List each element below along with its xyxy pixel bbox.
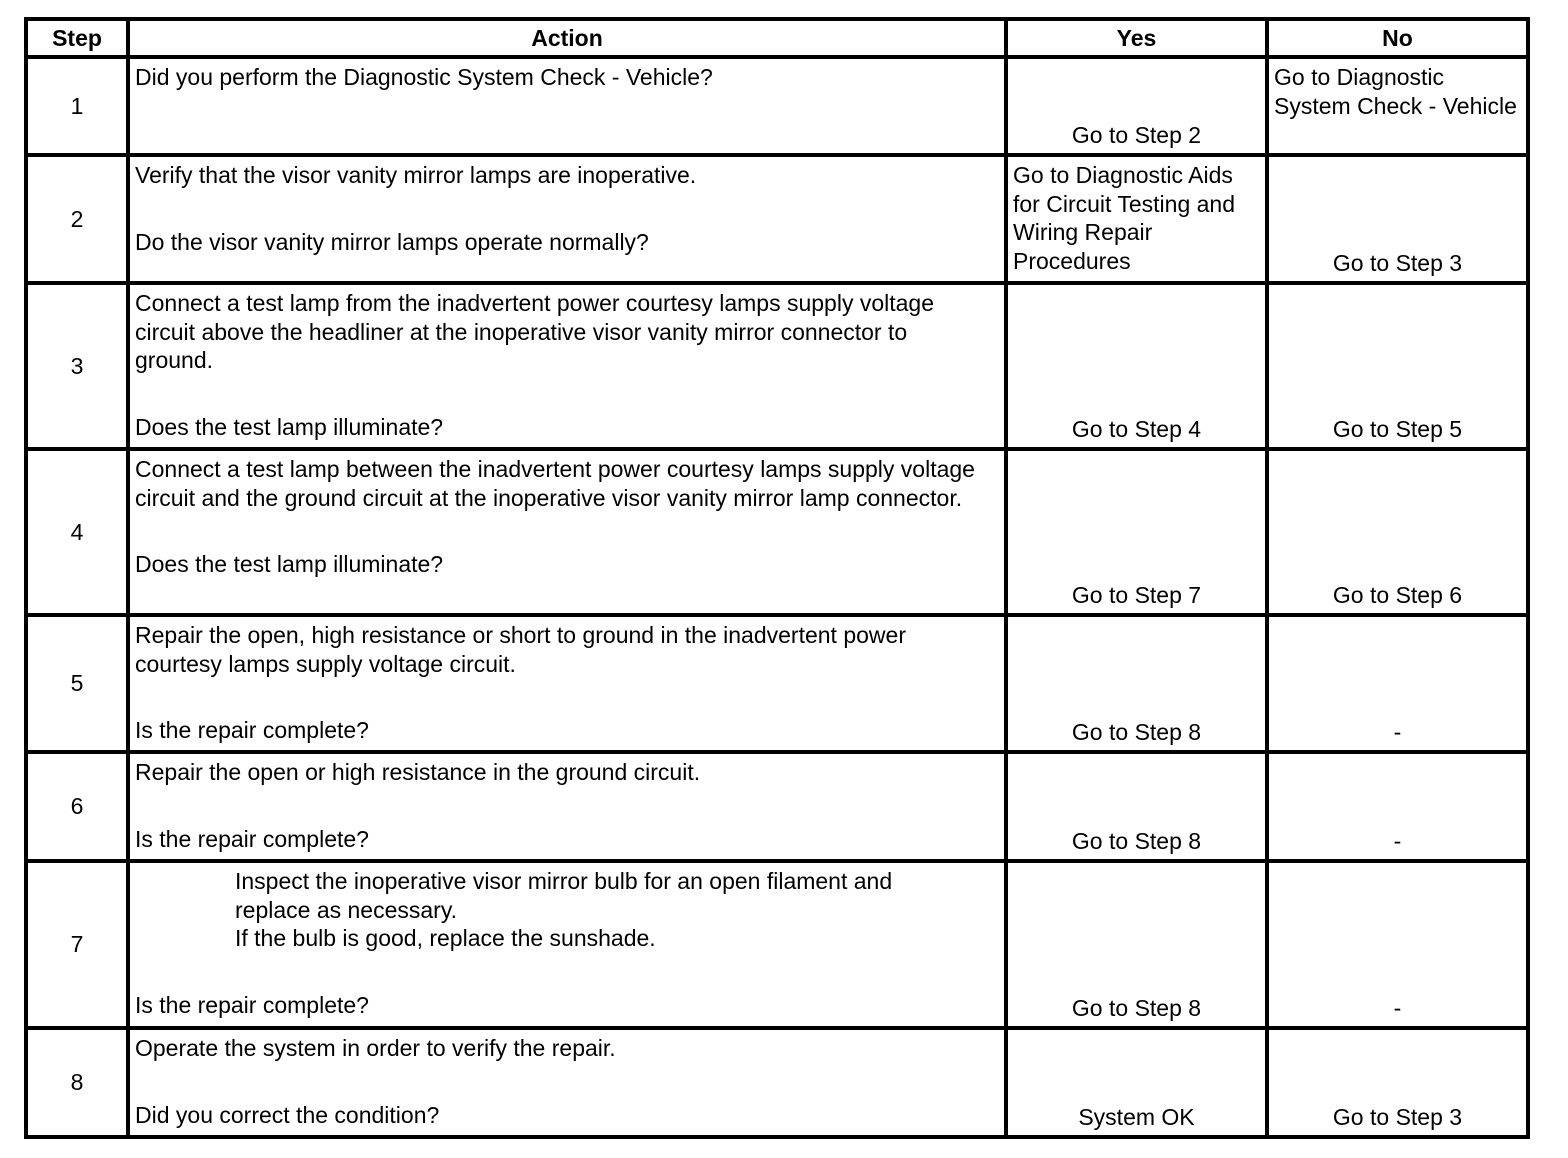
table-row xyxy=(26,57,1528,155)
action-cell xyxy=(128,615,1006,752)
yes-cell: Go to Step 8 xyxy=(1006,861,1267,1028)
action-question: Is the repair complete? xyxy=(135,991,369,1018)
action-text: Repair the open, high resistance or short to ground in the inadvertent power courtesy lamps supply voltage circuit. xyxy=(135,622,906,677)
no-cell: Go to Step 3 xyxy=(1267,155,1528,283)
header-step: Step xyxy=(26,19,128,57)
yes-cell: Go to Step 8 xyxy=(1006,752,1267,861)
action-text: Verify that the visor vanity mirror lamps are inoperative. xyxy=(135,162,697,188)
action-cell xyxy=(128,57,1006,155)
step-number: 2 xyxy=(26,155,128,283)
action-text: Connect a test lamp between the inadvertent power courtesy lamps supply voltage circuit and the ground circuit at the inoperative visor vanity mirror lamp connector. xyxy=(135,456,975,511)
action-question: Does the test lamp illuminate? xyxy=(135,413,444,440)
step-number: 6 xyxy=(26,752,128,861)
step-number: 5 xyxy=(26,615,128,752)
table-row xyxy=(26,615,1528,752)
no-cell: - xyxy=(1267,615,1528,752)
action-text: Did you perform the Diagnostic System Check - Vehicle? xyxy=(135,64,713,90)
action-question: Do the visor vanity mirror lamps operate normally? xyxy=(135,228,649,255)
header-row xyxy=(26,19,1528,57)
step-number: 7 xyxy=(26,861,128,1028)
yes-cell: System OK xyxy=(1006,1028,1267,1137)
action-cell xyxy=(128,283,1006,449)
action-cell xyxy=(128,861,1006,1028)
no-cell: - xyxy=(1267,752,1528,861)
action-cell xyxy=(128,752,1006,861)
step-number: 4 xyxy=(26,449,128,615)
header-no: No xyxy=(1267,19,1528,57)
no-cell: - xyxy=(1267,861,1528,1028)
action-question: Did you correct the condition? xyxy=(135,1101,440,1128)
step-number: 1 xyxy=(26,57,128,155)
action-question: Is the repair complete? xyxy=(135,825,369,852)
table-row xyxy=(26,449,1528,615)
table-row xyxy=(26,155,1528,283)
action-cell xyxy=(128,1028,1006,1137)
action-text: Inspect the inoperative visor mirror bulb for an open filament and replace as necessary. xyxy=(235,868,893,923)
yes-cell: Go to Step 8 xyxy=(1006,615,1267,752)
step-number: 3 xyxy=(26,283,128,449)
no-cell: Go to Step 3 xyxy=(1267,1028,1528,1137)
yes-cell: Go to Diagnostic Aids for Circuit Testing and Wiring Repair Procedures xyxy=(1006,155,1267,283)
header-yes: Yes xyxy=(1006,19,1267,57)
step-number: 8 xyxy=(26,1028,128,1137)
action-text: If the bulb is good, replace the sunshade. xyxy=(235,925,656,952)
action-text: Repair the open or high resistance in the ground circuit. xyxy=(135,759,701,785)
action-text: Operate the system in order to verify the repair. xyxy=(135,1035,616,1061)
no-cell: Go to Step 5 xyxy=(1267,283,1528,449)
yes-cell: Go to Step 7 xyxy=(1006,449,1267,615)
action-question: Does the test lamp illuminate? xyxy=(135,551,444,578)
table-row xyxy=(26,752,1528,861)
table-row xyxy=(26,283,1528,449)
no-cell: Go to Step 6 xyxy=(1267,449,1528,615)
yes-cell: Go to Step 4 xyxy=(1006,283,1267,449)
table-row xyxy=(26,1028,1528,1137)
no-cell: Go to Diagnostic System Check - Vehicle xyxy=(1267,57,1528,155)
diagnostic-table xyxy=(24,17,1530,1139)
header-action: Action xyxy=(128,19,1006,57)
action-cell xyxy=(128,449,1006,615)
action-question: Is the repair complete? xyxy=(135,717,369,744)
action-cell xyxy=(128,155,1006,283)
yes-cell: Go to Step 2 xyxy=(1006,57,1267,155)
diagnostic-table-frame xyxy=(24,17,1526,1144)
action-text: Connect a test lamp from the inadvertent power courtesy lamps supply voltage circuit above the headliner at the inoperative visor vanity mirror connector to ground. xyxy=(135,290,935,374)
table-row xyxy=(26,861,1528,1028)
